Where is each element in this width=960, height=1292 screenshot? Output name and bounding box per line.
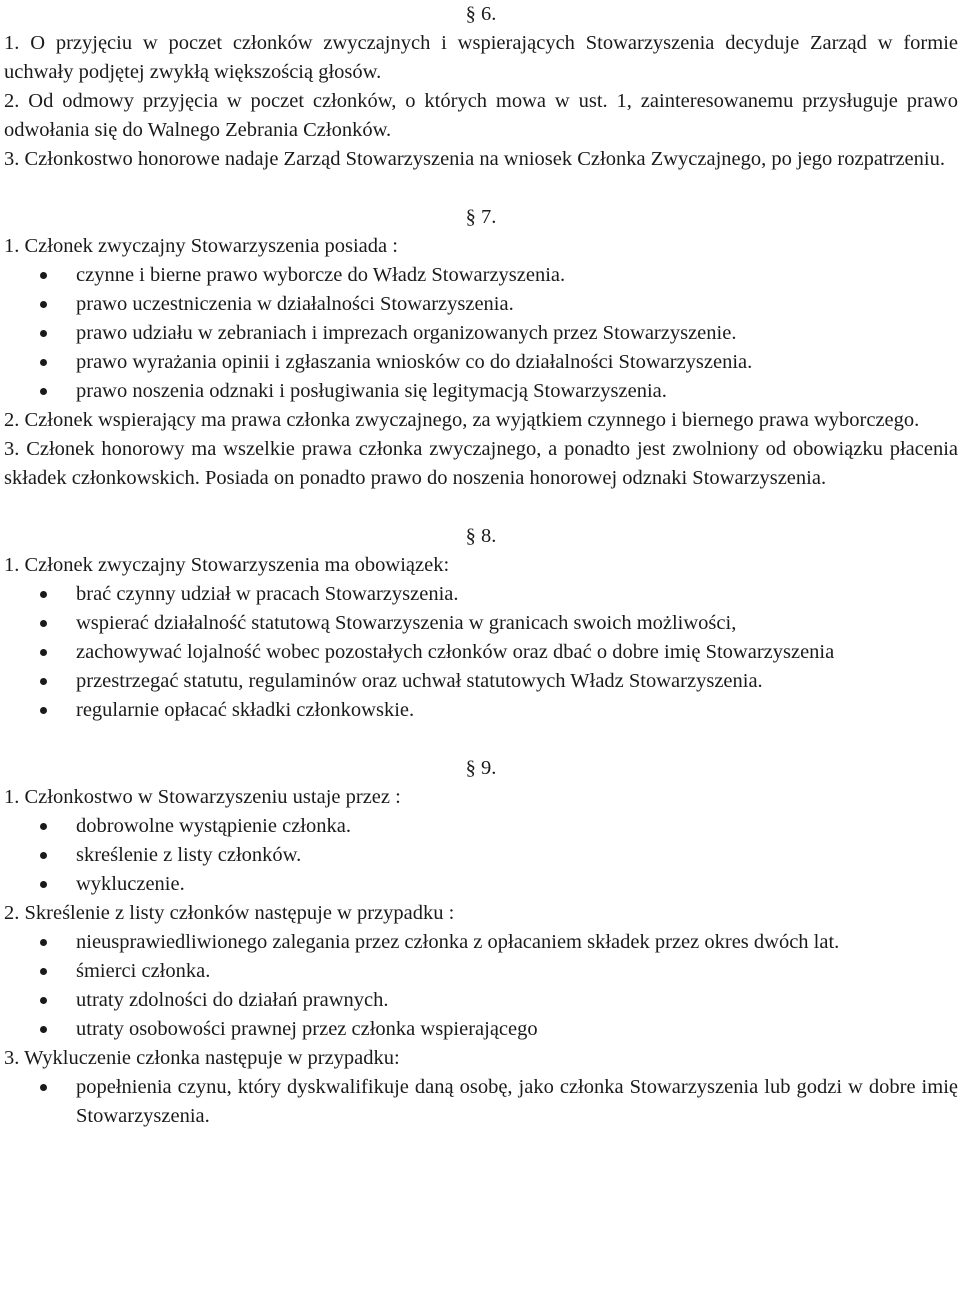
bullet-icon [40, 301, 47, 308]
sec6-paragraph-1: 1. O przyjęciu w poczet członków zwyczajnych i wspierających Stowarzyszenia decyduje Zarząd w formie uchwały podjętej zwykłą większością głosów. [4, 32, 958, 83]
list-item [4, 1073, 958, 1131]
list-item-text: nieusprawiedliwionego zalegania przez członka z opłacaniem składek przez okres dwóch lat. [76, 931, 840, 953]
list-item [4, 841, 958, 870]
bullet-icon [40, 997, 47, 1004]
sec8-duties-list [4, 580, 958, 725]
list-item-text: zachowywać lojalność wobec pozostałych członków oraz dbać o dobre imię Stowarzyszenia [76, 641, 835, 663]
list-item-text: czynne i bierne prawo wyborcze do Władz Stowarzyszenia. [76, 264, 566, 286]
list-item [4, 1015, 958, 1044]
list-item-text: prawo noszenia odznaki i posługiwania się legitymacją Stowarzyszenia. [76, 380, 667, 402]
sec9-paragraph-1: 1. Członkostwo w Stowarzyszeniu ustaje przez : [4, 786, 401, 808]
bullet-icon [40, 968, 47, 975]
document-page [4, 0, 958, 1131]
list-item-text: popełnienia czynu, który dyskwalifikuje daną osobę, jako członka Stowarzyszenia lub godzi w dobre imię Stowarzyszenia. [76, 1076, 958, 1127]
list-item [4, 667, 958, 696]
bullet-icon [40, 1026, 47, 1033]
list-item [4, 957, 958, 986]
sec9-termination-list [4, 812, 958, 899]
list-item [4, 261, 958, 290]
spacer [4, 725, 958, 754]
list-item-text: śmierci członka. [76, 960, 211, 982]
section-7-heading: § 7. [465, 206, 497, 228]
list-item [4, 348, 958, 377]
section-6-heading: § 6. [465, 3, 497, 25]
list-item-text: skreślenie z listy członków. [76, 844, 302, 866]
list-item-text: utraty zdolności do działań prawnych. [76, 989, 389, 1011]
spacer [4, 174, 958, 203]
sec6-paragraph-2: 2. Od odmowy przyjęcia w poczet członków, o których mowa w ust. 1, zainteresowanemu przysługuje prawo odwołania się do Walnego Zebrania Członków. [4, 90, 958, 141]
bullet-icon [40, 881, 47, 888]
bullet-icon [40, 649, 47, 656]
list-item [4, 812, 958, 841]
list-item [4, 986, 958, 1015]
list-item-text: brać czynny udział w pracach Stowarzyszenia. [76, 583, 459, 605]
sec6-paragraph-3: 3. Członkostwo honorowe nadaje Zarząd Stowarzyszenia na wniosek Członka Zwyczajnego, po jego rozpatrzeniu. [4, 148, 945, 170]
sec9-removal-list [4, 928, 958, 1044]
bullet-icon [40, 852, 47, 859]
list-item-text: prawo wyrażania opinii i zgłaszania wniosków co do działalności Stowarzyszenia. [76, 351, 753, 373]
list-item [4, 870, 958, 899]
list-item [4, 928, 958, 957]
sec8-paragraph-1: 1. Członek zwyczajny Stowarzyszenia ma obowiązek: [4, 554, 450, 576]
sec7-paragraph-3: 3. Członek honorowy ma wszelkie prawa członka zwyczajnego, a ponadto jest zwolniony od obowiązku płacenia składek członkowskich. Posiada on ponadto prawo do noszenia honorowej odznaki Stowarzyszenia. [4, 438, 958, 489]
list-item-text: prawo uczestniczenia w działalności Stowarzyszenia. [76, 293, 514, 315]
list-item [4, 580, 958, 609]
list-item-text: regularnie opłacać składki członkowskie. [76, 699, 415, 721]
list-item-text: przestrzegać statutu, regulaminów oraz uchwał statutowych Władz Stowarzyszenia. [76, 670, 763, 692]
bullet-icon [40, 678, 47, 685]
bullet-icon [40, 359, 47, 366]
list-item-text: wykluczenie. [76, 873, 185, 895]
bullet-icon [40, 272, 47, 279]
list-item-text: utraty osobowości prawnej przez członka wspierającego [76, 1018, 538, 1040]
sec9-paragraph-2: 2. Skreślenie z listy członków następuje w przypadku : [4, 902, 455, 924]
list-item [4, 319, 958, 348]
sec9-paragraph-3: 3. Wykluczenie członka następuje w przypadku: [4, 1047, 400, 1069]
section-9-heading: § 9. [465, 757, 497, 779]
sec7-paragraph-2: 2. Członek wspierający ma prawa członka zwyczajnego, za wyjątkiem czynnego i biernego prawa wyborczego. [4, 409, 920, 431]
spacer [4, 493, 958, 522]
list-item-text: dobrowolne wystąpienie członka. [76, 815, 351, 837]
sec7-rights-list [4, 261, 958, 406]
section-8-heading: § 8. [465, 525, 497, 547]
list-item [4, 377, 958, 406]
bullet-icon [40, 591, 47, 598]
bullet-icon [40, 388, 47, 395]
sec7-paragraph-1: 1. Członek zwyczajny Stowarzyszenia posiada : [4, 235, 398, 257]
sec9-expulsion-list [4, 1073, 958, 1131]
bullet-icon [40, 620, 47, 627]
bullet-icon [40, 939, 47, 946]
bullet-icon [40, 707, 47, 714]
bullet-icon [40, 330, 47, 337]
list-item [4, 638, 958, 667]
list-item [4, 696, 958, 725]
list-item-text: wspierać działalność statutową Stowarzyszenia w granicach swoich możliwości, [76, 612, 737, 634]
bullet-icon [40, 823, 47, 830]
list-item [4, 290, 958, 319]
list-item [4, 609, 958, 638]
bullet-icon [40, 1084, 47, 1091]
list-item-text: prawo udziału w zebraniach i imprezach organizowanych przez Stowarzyszenie. [76, 322, 737, 344]
